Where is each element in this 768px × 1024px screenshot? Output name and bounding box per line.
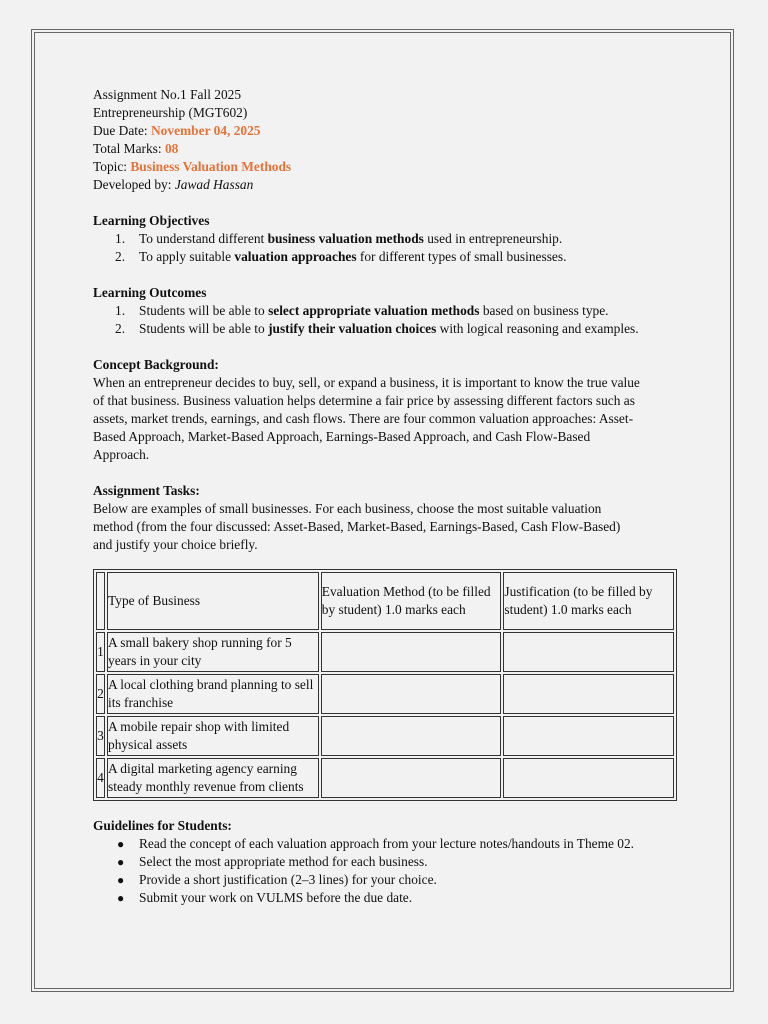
paragraph-line: Approach.: [93, 447, 150, 462]
header-type-of-business: Type of Business: [107, 572, 319, 630]
item-text: To understand different: [139, 231, 268, 246]
list-item: [93, 853, 683, 871]
assignment-tasks-section: [93, 482, 683, 554]
developed-by-value: Jawad Hassan: [174, 177, 254, 192]
concept-background-section: [93, 356, 683, 464]
table-row: [96, 632, 674, 672]
list-item: [93, 889, 683, 907]
bullet-dot-icon: ●: [117, 837, 125, 851]
document-body: [93, 86, 683, 907]
table-header-row: [96, 572, 674, 630]
learning-outcomes-section: [93, 284, 683, 338]
paragraph-line: method (from the four discussed: Asset-Based, Market-Based, Earnings-Based, Cash Flow-Based): [93, 519, 621, 534]
table-row: [96, 716, 674, 756]
item-bold-text: business valuation methods: [267, 231, 424, 246]
total-marks: [93, 140, 683, 158]
item-bold-text: justify their valuation choices: [268, 321, 437, 336]
item-text: Students will be able to: [139, 303, 269, 318]
learning-objectives-section: [93, 212, 683, 266]
paragraph-line: and justify your choice briefly.: [93, 537, 258, 552]
developed-by: [93, 176, 683, 194]
business-type-cell: A local clothing brand planning to sell its franchise: [107, 674, 319, 714]
list-item: [93, 248, 683, 266]
bullet-dot-icon: ●: [117, 891, 125, 905]
header-justification: Justification (to be filled by student) 1.0 marks each: [503, 572, 674, 630]
evaluation-method-cell[interactable]: [321, 758, 502, 798]
due-date-label: Due Date:: [93, 123, 152, 138]
learning-outcomes-list: [93, 302, 683, 338]
developed-by-label: Developed by:: [93, 177, 175, 192]
row-index: 2: [96, 674, 105, 714]
item-text: Read the concept of each valuation approach from your lecture notes/handouts in Theme 02.: [139, 836, 635, 851]
concept-background-title: Concept Background:: [93, 357, 219, 372]
row-index: 3: [96, 716, 105, 756]
justification-cell[interactable]: [503, 758, 674, 798]
item-text: Students will be able to: [139, 321, 269, 336]
topic: [93, 158, 683, 176]
guidelines-list: [93, 835, 683, 907]
topic-label: Topic:: [93, 159, 131, 174]
item-text: To apply suitable: [139, 249, 235, 264]
assignment-title: Assignment No.1 Fall 2025: [93, 87, 242, 102]
table-row: [96, 674, 674, 714]
table-row: [96, 758, 674, 798]
paragraph-line: Based Approach, Market-Based Approach, Earnings-Based Approach, and Cash Flow-Based: [93, 429, 591, 444]
bullet-dot-icon: ●: [117, 855, 125, 869]
business-type-cell: A digital marketing agency earning steady monthly revenue from clients: [107, 758, 319, 798]
due-date-value: November 04, 2025: [151, 123, 261, 138]
business-valuation-table: [93, 569, 677, 801]
item-text: with logical reasoning and examples.: [436, 321, 639, 336]
list-number: 1.: [115, 231, 126, 246]
course-name: Entrepreneurship (MGT602): [93, 105, 248, 120]
list-number: 2.: [115, 249, 126, 264]
item-text: Provide a short justification (2–3 lines) for your choice.: [139, 872, 437, 887]
learning-outcomes-title: Learning Outcomes: [93, 285, 207, 300]
learning-objectives-title: Learning Objectives: [93, 213, 210, 228]
due-date: [93, 122, 683, 140]
justification-cell[interactable]: [503, 674, 674, 714]
guidelines-section: [93, 817, 683, 907]
item-text: Submit your work on VULMS before the due date.: [139, 890, 413, 905]
total-marks-label: Total Marks:: [93, 141, 165, 156]
item-text: used in entrepreneurship.: [423, 231, 563, 246]
business-type-cell: A mobile repair shop with limited physical assets: [107, 716, 319, 756]
learning-objectives-list: [93, 230, 683, 266]
justification-cell[interactable]: [503, 632, 674, 672]
paragraph-line: of that business. Business valuation helps determine a fair price by assessing different factors such as: [93, 393, 635, 408]
assignment-header: [93, 86, 683, 194]
item-bold-text: select appropriate valuation methods: [268, 303, 480, 318]
guidelines-title: Guidelines for Students:: [93, 818, 232, 833]
row-index: 1: [96, 632, 105, 672]
list-item: [93, 835, 683, 853]
assignment-tasks-title: Assignment Tasks:: [93, 483, 200, 498]
row-index: 4: [96, 758, 105, 798]
business-type-cell: A small bakery shop running for 5 years in your city: [107, 632, 319, 672]
bullet-dot-icon: ●: [117, 873, 125, 887]
header-evaluation-method: Evaluation Method (to be filled by student) 1.0 marks each: [321, 572, 502, 630]
item-bold-text: valuation approaches: [234, 249, 357, 264]
list-number: 2.: [115, 321, 126, 336]
list-item: [93, 320, 683, 338]
paragraph-line: When an entrepreneur decides to buy, sell, or expand a business, it is important to know the true value: [93, 375, 640, 390]
list-number: 1.: [115, 303, 126, 318]
evaluation-method-cell[interactable]: [321, 674, 502, 714]
topic-value: Business Valuation Methods: [130, 159, 292, 174]
list-item: [93, 871, 683, 889]
total-marks-value: 08: [164, 141, 179, 156]
justification-cell[interactable]: [503, 716, 674, 756]
item-text: for different types of small businesses.: [356, 249, 567, 264]
list-item: [93, 230, 683, 248]
header-index-cell: [96, 572, 105, 630]
paragraph-line: assets, market trends, earnings, and cash flows. There are four common valuation approaches: Asset-: [93, 411, 634, 426]
evaluation-method-cell[interactable]: [321, 716, 502, 756]
item-text: based on business type.: [479, 303, 609, 318]
evaluation-method-cell[interactable]: [321, 632, 502, 672]
list-item: [93, 302, 683, 320]
item-text: Select the most appropriate method for each business.: [139, 854, 428, 869]
paragraph-line: Below are examples of small businesses. For each business, choose the most suitable valuation: [93, 501, 602, 516]
